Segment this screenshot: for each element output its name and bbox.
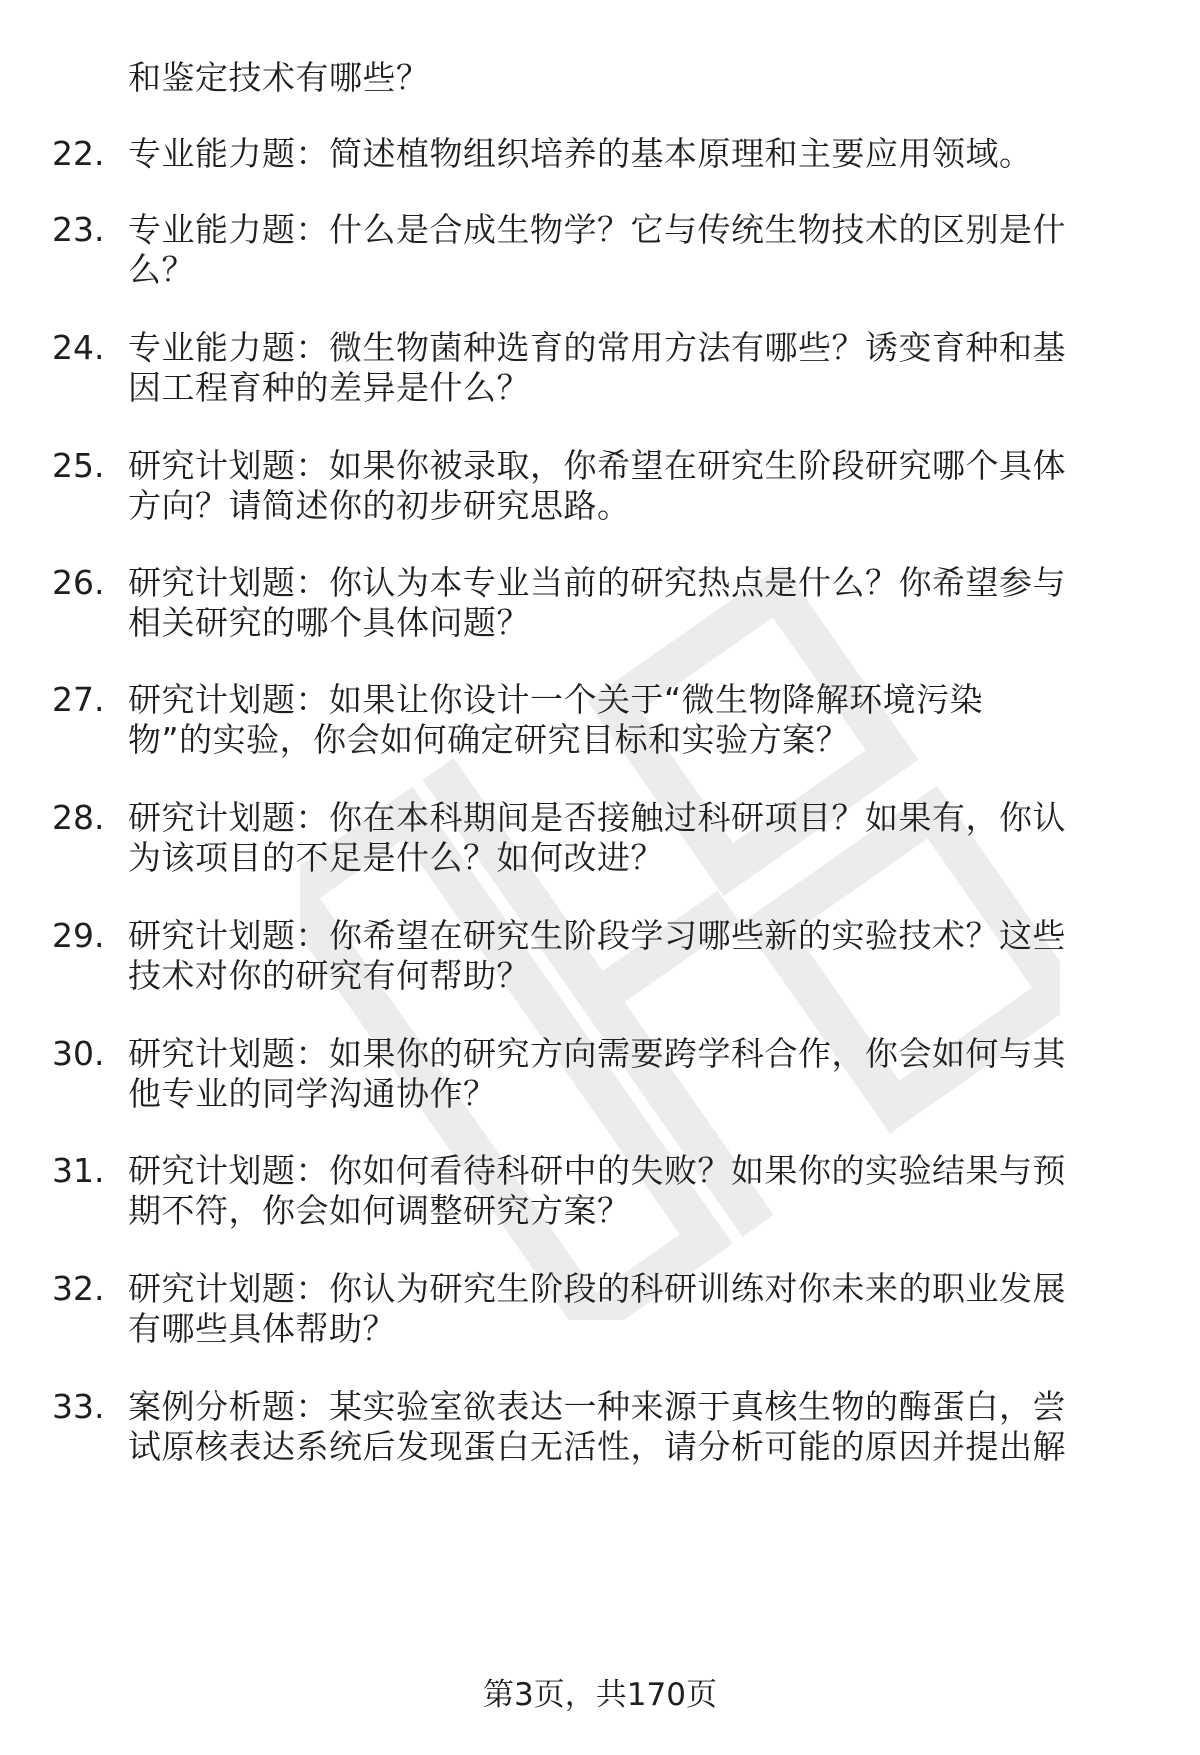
question-number: 33. (52, 1387, 105, 1426)
question-text-line: 专业能力题：微生物菌种选育的常用方法有哪些？诱变育种和基 (128, 328, 1066, 367)
question-text-line: 因工程育种的差异是什么？ (128, 368, 530, 407)
question-text-line: 试原核表达系统后发现蛋白无活性，请分析可能的原因并提出解 (128, 1427, 1066, 1466)
question-number: 30. (52, 1034, 105, 1073)
question-number: 25. (52, 446, 105, 485)
question-text-line: 相关研究的哪个具体问题？ (128, 603, 530, 642)
question-number: 28. (52, 798, 105, 837)
question-text-line: 专业能力题：什么是合成生物学？它与传统生物技术的区别是什 (128, 210, 1066, 249)
question-text-line: 他专业的同学沟通协作？ (128, 1074, 497, 1113)
question-text-line: 方向？请简述你的初步研究思路。 (128, 486, 631, 525)
question-text-line: 为该项目的不足是什么？如何改进？ (128, 838, 664, 877)
question-number: 31. (52, 1151, 105, 1190)
question-text-line: 研究计划题：你在本科期间是否接触过科研项目？如果有，你认 (128, 798, 1066, 837)
question-text-line: 研究计划题：如果你的研究方向需要跨学科合作，你会如何与其 (128, 1034, 1066, 1073)
question-number: 23. (52, 210, 105, 249)
question-text-line: 研究计划题：你希望在研究生阶段学习哪些新的实验技术？这些 (128, 916, 1066, 955)
question-text-line: 期不符，你会如何调整研究方案？ (128, 1191, 631, 1230)
question-text-line: 有哪些具体帮助？ (128, 1309, 396, 1348)
question-text-line: 研究计划题：如果你被录取，你希望在研究生阶段研究哪个具体 (128, 446, 1066, 485)
question-number: 26. (52, 563, 105, 602)
question-number: 24. (52, 328, 105, 367)
question-text-line: 研究计划题：你认为本专业当前的研究热点是什么？你希望参与 (128, 563, 1066, 602)
question-number: 29. (52, 916, 105, 955)
page-footer: 第3页，共170页 (483, 1677, 717, 1713)
question-text-line: 研究计划题：如果让你设计一个关于“微生物降解环境污染 (128, 680, 984, 719)
question-number: 27. (52, 680, 105, 719)
question-text-line: 专业能力题：简述植物组织培养的基本原理和主要应用领域。 (128, 134, 1033, 173)
question-text-line: 研究计划题：你如何看待科研中的失败？如果你的实验结果与预 (128, 1151, 1066, 1190)
question-text-line: 案例分析题：某实验室欲表达一种来源于真核生物的酶蛋白，尝 (128, 1387, 1066, 1426)
question-number: 32. (52, 1269, 105, 1308)
continuation-line: 和鉴定技术有哪些？ (128, 58, 430, 97)
question-number: 22. (52, 134, 105, 173)
question-text-line: 技术对你的研究有何帮助？ (128, 956, 530, 995)
question-text-line: 么？ (128, 250, 195, 289)
question-text-line: 研究计划题：你认为研究生阶段的科研训练对你未来的职业发展 (128, 1269, 1066, 1308)
question-text-line: 物”的实验，你会如何确定研究目标和实验方案？ (128, 720, 850, 759)
